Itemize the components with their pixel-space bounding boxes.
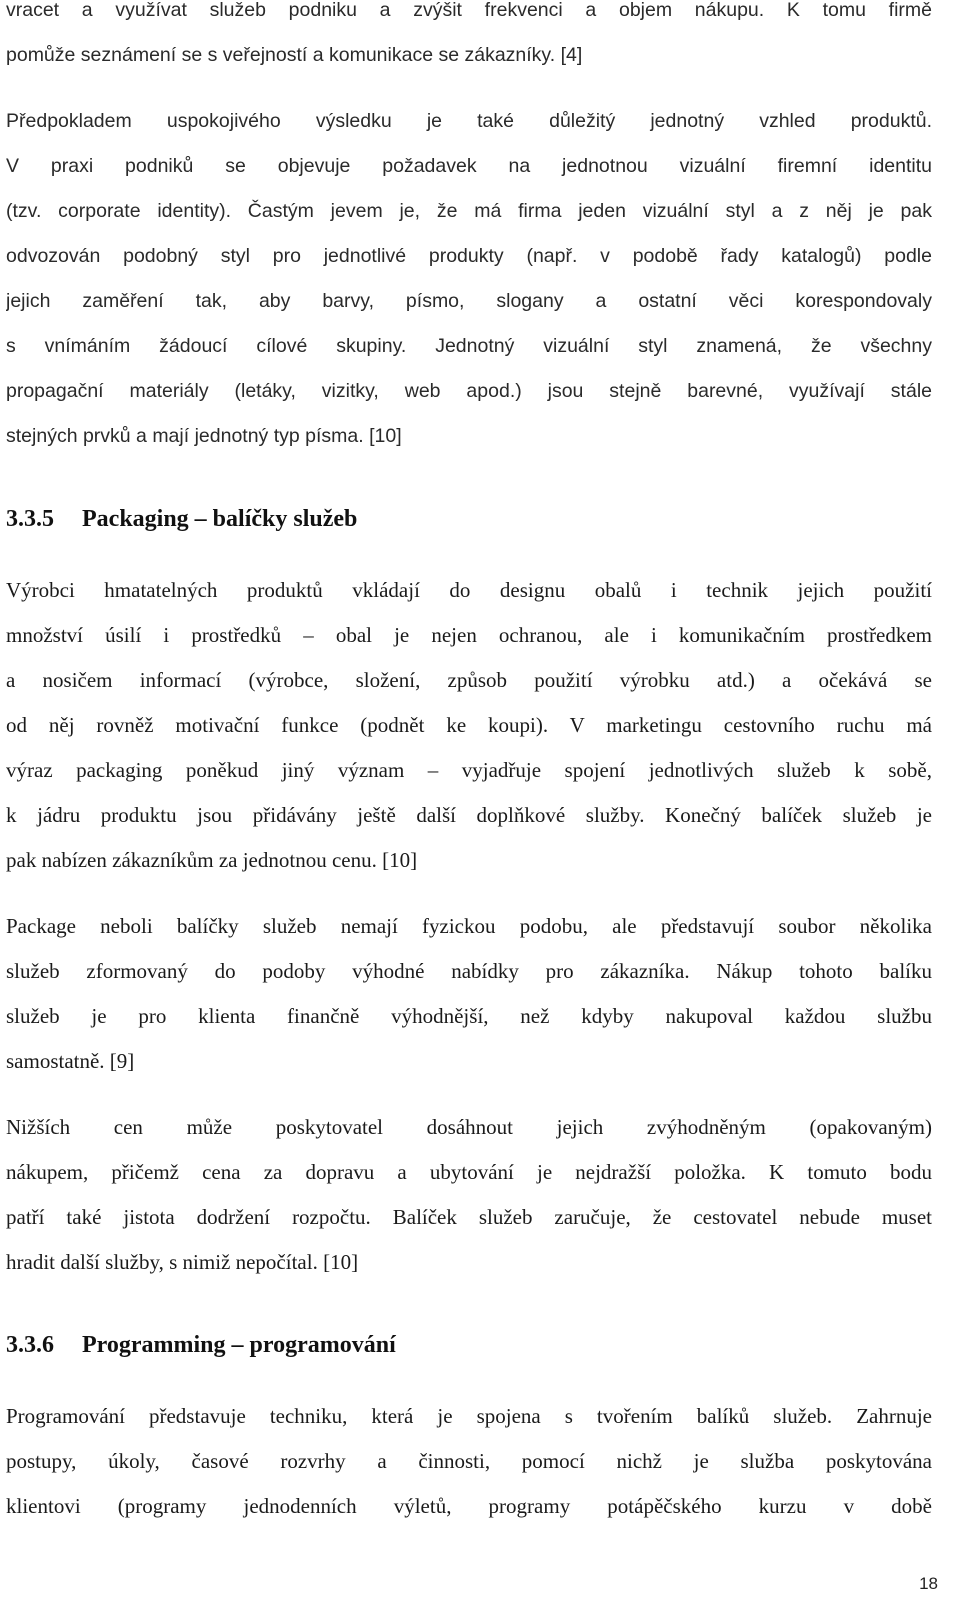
paragraph-2-line-3: (tzv. corporate identity). Častým jevem je, že má firma jeden vizuální styl a z něj je pak	[6, 200, 932, 222]
section-number: 3.3.5	[6, 506, 54, 532]
paragraph-4-line-3: služeb je pro klienta finančně výhodnější, než kdyby nakupoval každou službu	[6, 1004, 932, 1028]
paragraph-6-line-1: Programování představuje techniku, která je spojena s tvořením balíků služeb. Zahrnuje	[6, 1404, 932, 1428]
paragraph-6-line-2: postupy, úkoly, časové rozvrhy a činnosti, pomocí nichž je služba poskytována	[6, 1449, 932, 1473]
paragraph-3-line-1: Výrobci hmatatelných produktů vkládají do designu obalů i technik jejich použití	[6, 578, 932, 602]
paragraph-3-line-6: k jádru produktu jsou přidávány ještě další doplňkové služby. Konečný balíček služeb je	[6, 803, 932, 827]
paragraph-2-line-2: V praxi podniků se objevuje požadavek na jednotnou vizuální firemní identitu	[6, 155, 932, 177]
paragraph-2-line-5: jejich zaměření tak, aby barvy, písmo, slogany a ostatní věci korespondovaly	[6, 290, 932, 312]
paragraph-6-line-3: klientovi (programy jednodenních výletů, programy potápěčského kurzu v době	[6, 1494, 932, 1518]
section-number: 3.3.6	[6, 1332, 54, 1358]
section-title: Packaging – balíčky služeb	[82, 506, 358, 532]
paragraph-3-line-2: množství úsilí i prostředků – obal je nejen ochranou, ale i komunikačním prostředkem	[6, 623, 932, 647]
paragraph-3-line-7: pak nabízen zákazníkům za jednotnou cenu. [10]	[6, 848, 418, 872]
section-heading-3-3-5	[6, 506, 357, 533]
paragraph-2-line-1: Předpokladem uspokojivého výsledku je také důležitý jednotný vzhled produktů.	[6, 110, 932, 132]
paragraph-4-line-2: služeb zformovaný do podoby výhodné nabídky pro zákazníka. Nákup tohoto balíku	[6, 959, 932, 983]
page-number: 18	[919, 1574, 938, 1593]
paragraph-5-line-1: Nižších cen může poskytovatel dosáhnout jejich zvýhodněným (opakovaným)	[6, 1115, 932, 1139]
paragraph-5-line-4: hradit další služby, s nimiž nepočítal. [10]	[6, 1250, 359, 1274]
paragraph-1-line-1: vracet a využívat služeb podniku a zvýšit frekvenci a objem nákupu. K tomu firmě	[6, 0, 932, 21]
section-heading-3-3-6	[6, 1332, 396, 1359]
section-title: Programming – programování	[82, 1332, 396, 1358]
paragraph-5-line-2: nákupem, přičemž cena za dopravu a ubytování je nejdražší položka. K tomuto bodu	[6, 1160, 932, 1184]
paragraph-3-line-3: a nosičem informací (výrobce, složení, způsob použití výrobku atd.) a očekává se	[6, 668, 932, 692]
paragraph-5-line-3: patří také jistota dodržení rozpočtu. Balíček služeb zaručuje, že cestovatel nebude muset	[6, 1205, 932, 1229]
paragraph-2-line-6: s vnímáním žádoucí cílové skupiny. Jednotný vizuální styl znamená, že všechny	[6, 335, 932, 357]
paragraph-2-line-7: propagační materiály (letáky, vizitky, web apod.) jsou stejně barevné, využívají stále	[6, 380, 932, 402]
paragraph-1-line-2: pomůže seznámení se s veřejností a komunikace se zákazníky. [4]	[6, 44, 583, 66]
paragraph-2-line-8: stejných prvků a mají jednotný typ písma. [10]	[6, 425, 402, 447]
paragraph-3-line-4: od něj rovněž motivační funkce (podnět ke koupi). V marketingu cestovního ruchu má	[6, 713, 932, 737]
paragraph-4-line-1: Package neboli balíčky služeb nemají fyzickou podobu, ale představují soubor několika	[6, 914, 932, 938]
paragraph-3-line-5: výraz packaging poněkud jiný význam – vyjadřuje spojení jednotlivých služeb k sobě,	[6, 758, 932, 782]
paragraph-4-line-4: samostatně. [9]	[6, 1049, 135, 1073]
paragraph-2-line-4: odvozován podobný styl pro jednotlivé produkty (např. v podobě řady katalogů) podle	[6, 245, 932, 267]
